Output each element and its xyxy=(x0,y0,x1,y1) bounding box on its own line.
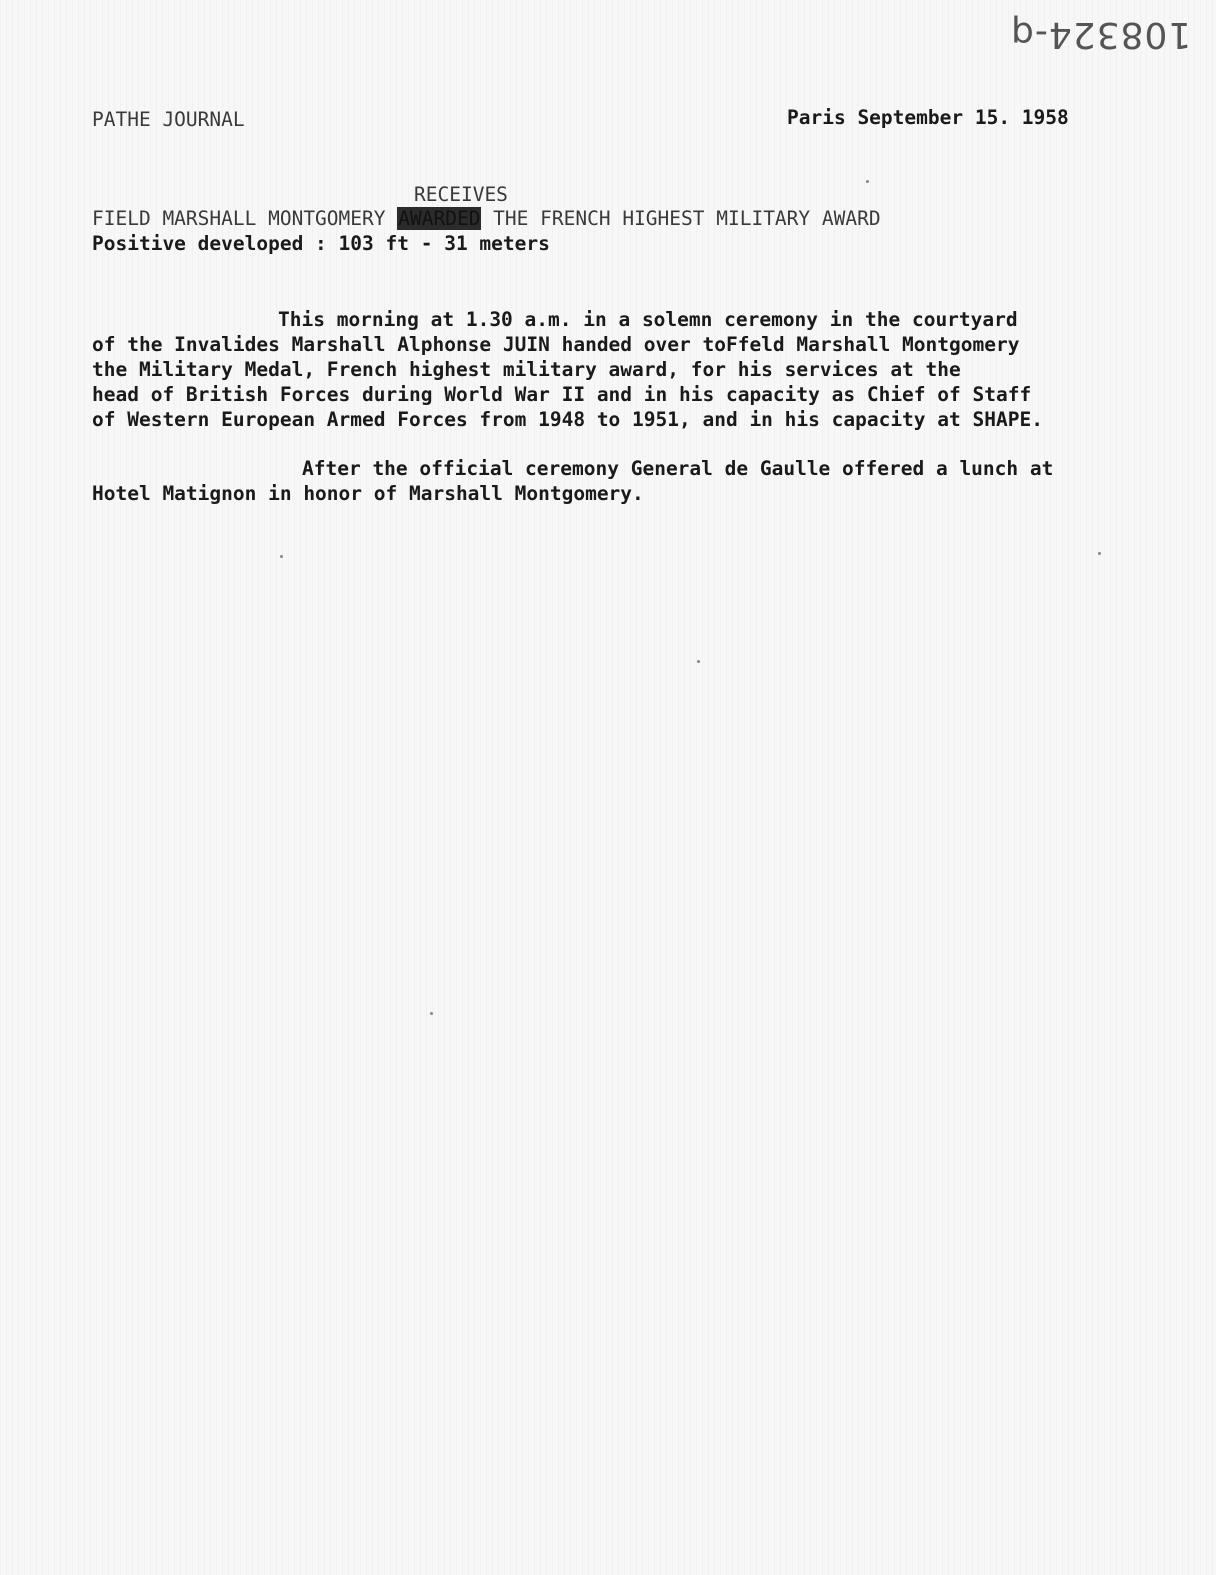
handwritten-archive-number: 108324-q xyxy=(1010,14,1192,55)
header-left: PATHE JOURNAL xyxy=(92,108,245,131)
paragraph1-line5: of Western European Armed Forces from 1948 to 1951, and in his capacity at SHAPE. xyxy=(92,408,1043,431)
paragraph1-line2: of the Invalides Marshall Alphonse JUIN handed over toFfeld Marshall Montgomery xyxy=(92,333,1020,356)
title-line-start: FIELD MARSHALL MONTGOMERY xyxy=(92,207,398,230)
paper-speck xyxy=(280,555,283,558)
paper-speck xyxy=(1098,552,1101,555)
title-struck-word: AWARDED xyxy=(398,207,481,230)
paragraph1-line1: This morning at 1.30 a.m. in a solemn ceremony in the courtyard xyxy=(278,308,1018,331)
header-date: Paris September 15. 1958 xyxy=(787,106,1069,129)
paragraph1-line4: head of British Forces during World War II and in his capacity as Chief of Staff xyxy=(92,383,1032,406)
footage-label: Positive developed : xyxy=(92,232,339,255)
paper-speck xyxy=(866,180,869,183)
paper-speck xyxy=(697,660,700,663)
footage-value: 103 ft - 31 meters xyxy=(338,232,550,255)
paragraph2-line1: After the official ceremony General de Gaulle offered a lunch at xyxy=(302,457,1054,480)
title-line xyxy=(92,207,881,231)
footage-line xyxy=(92,232,550,256)
paragraph1-line3: the Military Medal, French highest military award, for his services at the xyxy=(92,358,961,381)
title-insertion: RECEIVES xyxy=(414,183,508,206)
paper-speck xyxy=(430,1012,433,1015)
paragraph2-line2: Hotel Matignon in honor of Marshall Montgomery. xyxy=(92,482,644,505)
title-line-end: THE FRENCH HIGHEST MILITARY AWARD xyxy=(481,207,881,230)
